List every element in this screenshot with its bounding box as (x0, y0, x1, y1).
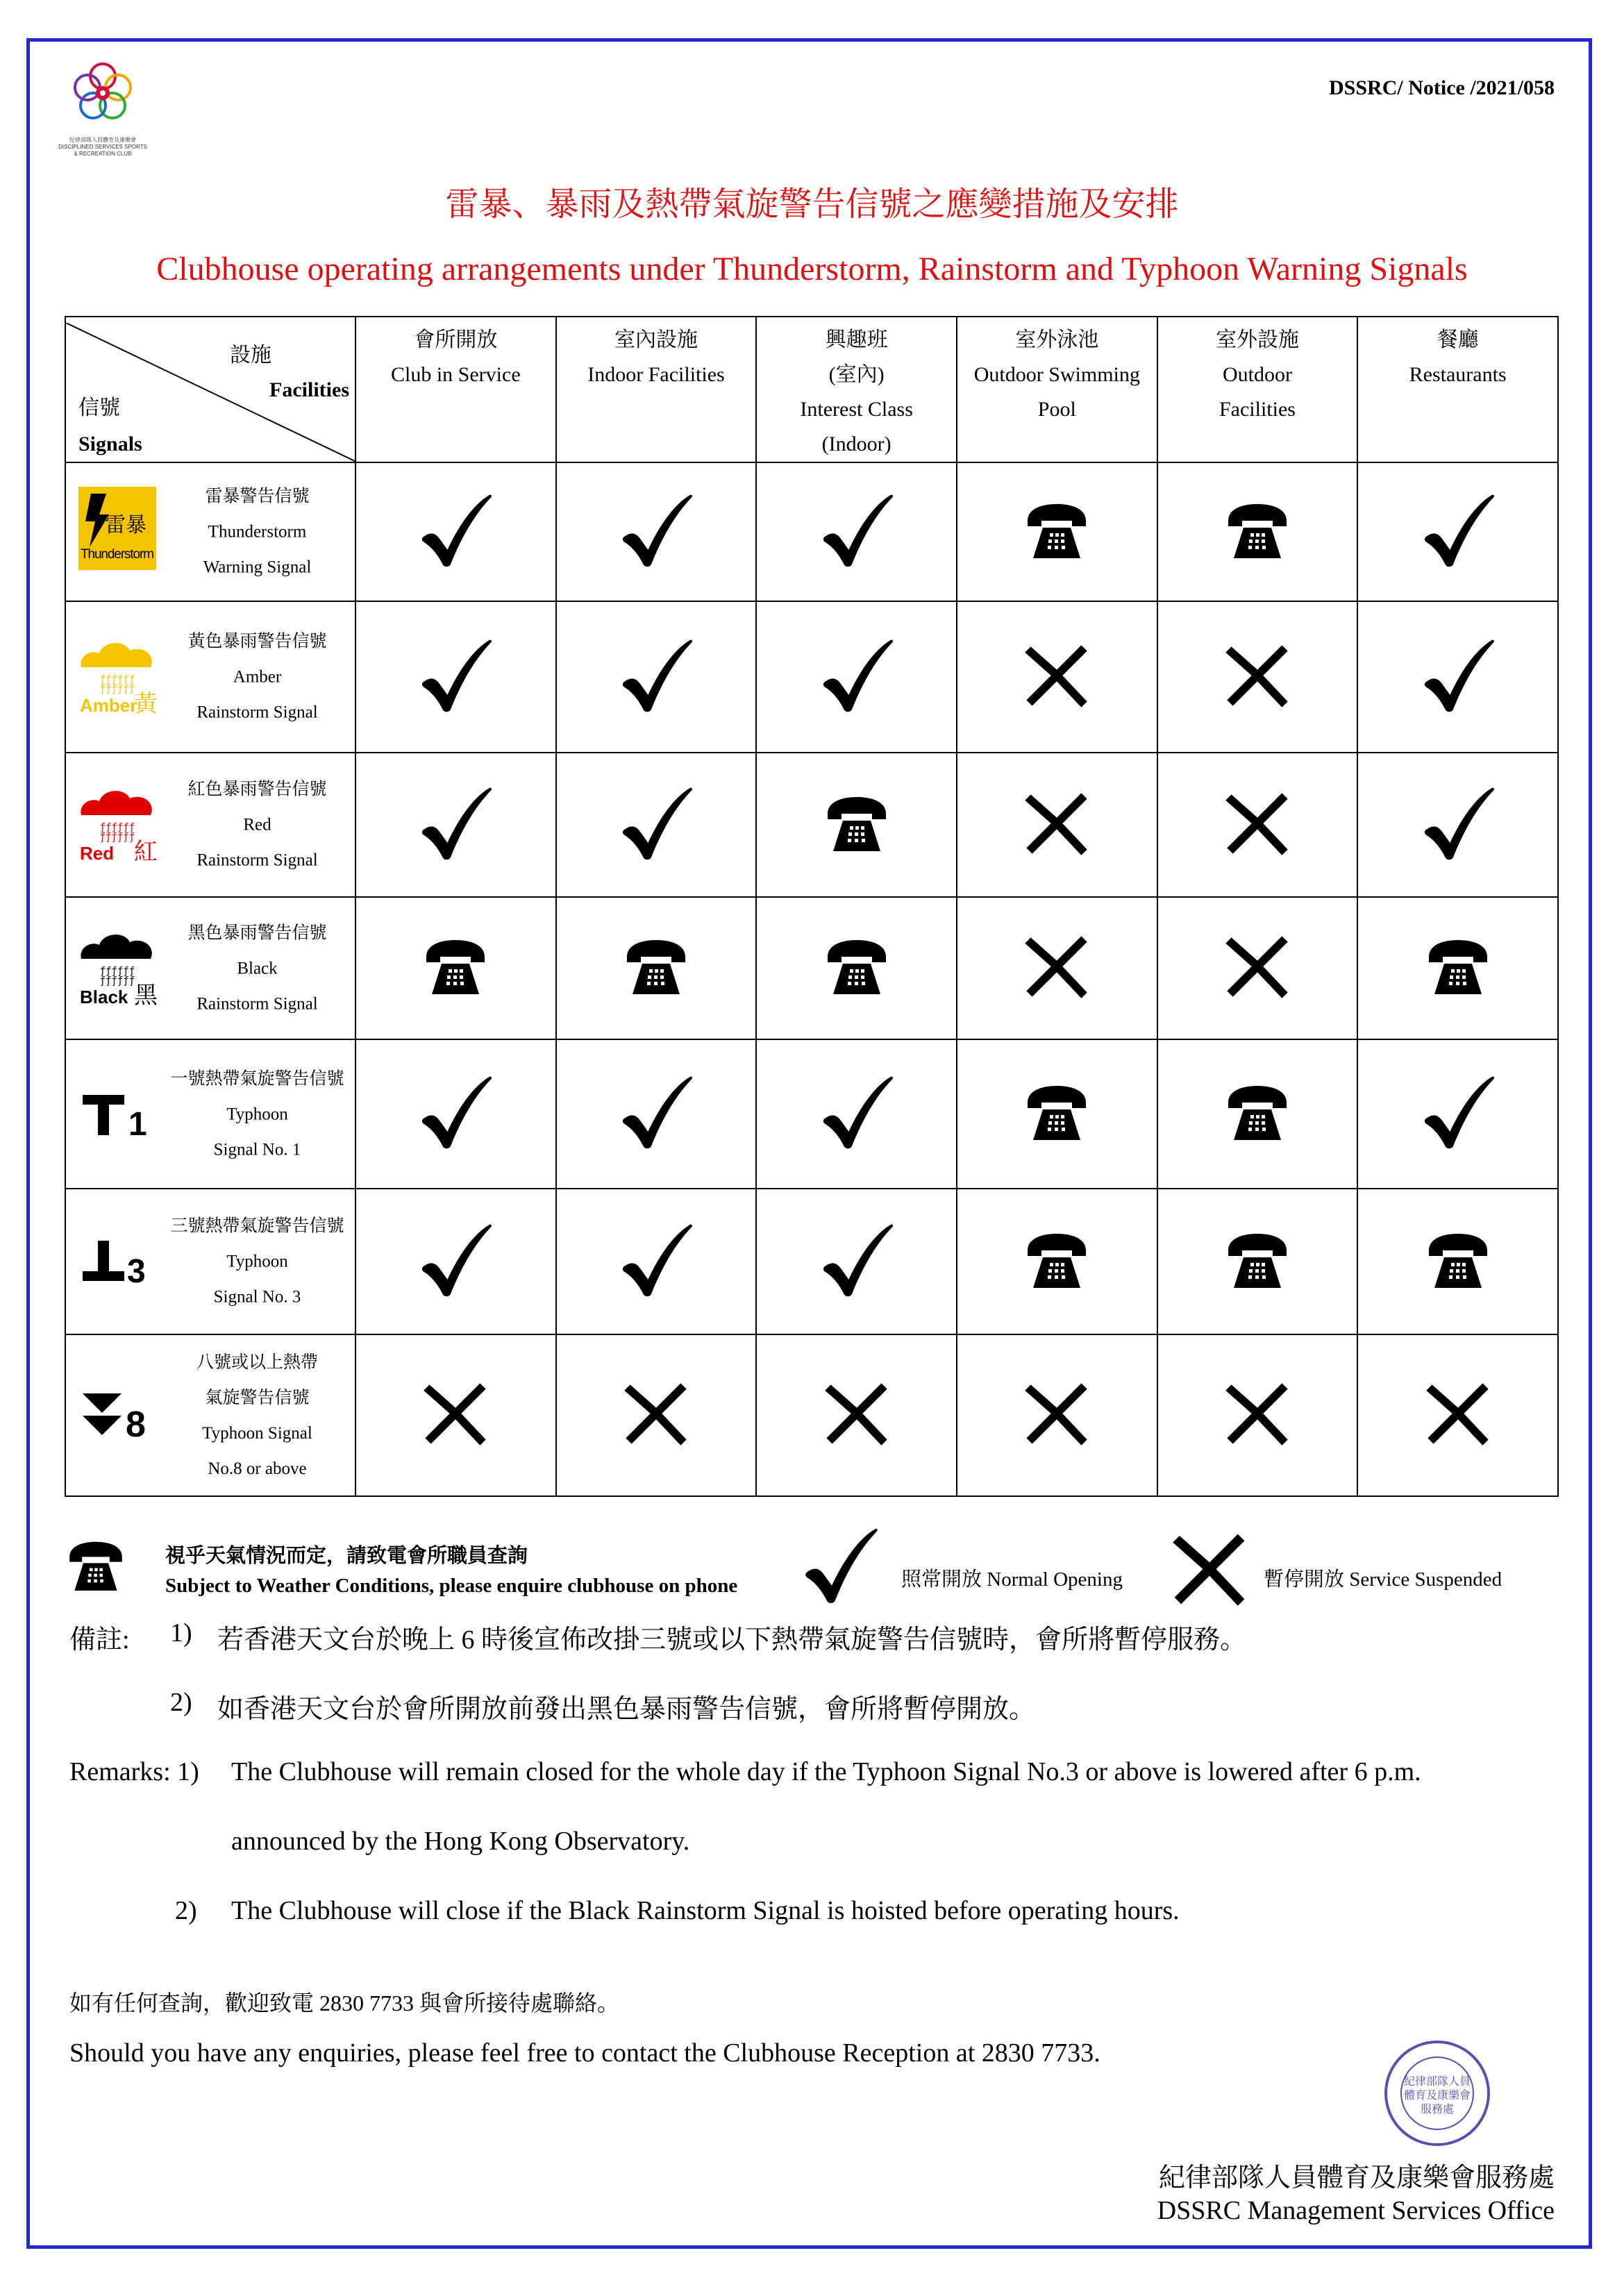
column-header-en: (Indoor) (821, 433, 891, 455)
status-cell (957, 1334, 1157, 1496)
column-header-zh: 會所開放 (414, 328, 498, 351)
status-cell (1157, 1189, 1358, 1334)
svg-text:黃: 黃 (134, 690, 158, 718)
column-header (1157, 317, 1358, 462)
status-cell (756, 897, 957, 1039)
column-header-en: Outdoor Swimming (973, 363, 1140, 386)
check-icon (616, 1072, 696, 1153)
check-icon (616, 635, 696, 716)
svg-text:ƒƒƒƒƒƒ: ƒƒƒƒƒƒ (99, 965, 135, 977)
svg-text:ƒƒƒƒƒƒ: ƒƒƒƒƒƒ (99, 674, 135, 685)
remark-zh-2: 如香港天文台於會所開放前發出黑色暴雨警告信號，會所將暫停開放。 (217, 1695, 1036, 1724)
signal-name-line: 黃色暴雨警告信號 (187, 632, 327, 651)
check-icon (415, 490, 496, 571)
logo-caption-1: 紀律部隊人員體育及康樂會 (69, 137, 136, 143)
thunderstorm-icon (76, 483, 159, 580)
status-cell (756, 753, 957, 897)
check-icon (817, 1072, 897, 1153)
column-header-en: Indoor Facilities (587, 363, 725, 386)
svg-text:黑: 黑 (134, 981, 158, 1009)
corner-cell (65, 317, 355, 462)
status-cell (556, 897, 757, 1039)
status-cell (756, 462, 957, 601)
remarks-zh-label: 備註: (69, 1625, 130, 1654)
contact-en: Should you have any enquiries, please feel free to contact the Clubhouse Reception at 2830 7733. (69, 2038, 1100, 2068)
column-header-en: Restaurants (1409, 363, 1507, 386)
svg-text:ƒƒƒƒƒƒ: ƒƒƒƒƒƒ (99, 822, 135, 833)
office-name-en: DSSRC Management Services Office (1157, 2196, 1555, 2225)
cross-icon (1221, 639, 1294, 712)
svg-text:Amber: Amber (80, 695, 137, 716)
table-row (65, 1334, 1558, 1496)
check-icon (1418, 490, 1498, 571)
status-cell (355, 1039, 556, 1189)
column-header-en: (室內) (828, 363, 885, 386)
signal-name (160, 915, 355, 1021)
phone-icon (1423, 1225, 1493, 1295)
status-cell (756, 1334, 957, 1496)
logo-caption-2: DISCIPLINED SERVICES SPORTS (58, 144, 147, 150)
phone-icon (822, 932, 891, 1001)
status-cell (556, 753, 757, 897)
svg-text:ƒƒƒƒƒƒ: ƒƒƒƒƒƒ (99, 975, 135, 987)
cross-icon (1221, 930, 1294, 1003)
signal-cell (65, 897, 355, 1039)
typhoon-signal-8-icon (76, 1367, 159, 1464)
signal-name-line: 一號熱帶氣旋警告信號 (170, 1069, 344, 1088)
status-cell (1157, 1039, 1358, 1189)
signal-cell (65, 462, 355, 601)
status-cell (355, 1189, 556, 1334)
status-cell (355, 601, 556, 753)
remark-en-2: The Clubhouse will close if the Black Rainstorm Signal is hoisted before operating hours. (231, 1896, 1180, 1925)
status-cell (355, 897, 556, 1039)
status-cell (756, 1039, 957, 1189)
typhoon-signal-1-icon (76, 1066, 159, 1163)
typhoon-signal-3-icon (76, 1213, 159, 1310)
status-cell (1357, 1039, 1558, 1189)
column-header (957, 317, 1157, 462)
column-header (355, 317, 556, 462)
cross-icon (1021, 1377, 1093, 1450)
status-cell (1157, 1334, 1358, 1496)
svg-text:8: 8 (126, 1404, 146, 1445)
contact-zh: 如有任何查詢，歡迎致電 2830 7733 與會所接待處聯絡。 (69, 1991, 620, 2016)
signal-name-line: Rainstorm Signal (196, 850, 318, 870)
signal-name-line: 三號熱帶氣旋警告信號 (170, 1216, 344, 1236)
status-cell (957, 1039, 1157, 1189)
column-header (556, 317, 757, 462)
signal-name-line: Signal No. 1 (213, 1140, 301, 1159)
check-icon (415, 783, 496, 864)
signal-name (160, 1345, 355, 1486)
signal-name-line: 八號或以上熱帶 (196, 1352, 318, 1372)
notice-ref-number: DSSRC/ Notice /2021/058 (1329, 76, 1555, 99)
svg-text:服務處: 服務處 (1420, 2102, 1455, 2115)
column-header (756, 317, 957, 462)
table-header-row (65, 317, 1558, 462)
status-cell (957, 601, 1157, 753)
table-row (65, 601, 1558, 753)
logo-caption-3: & RECREATION CLUB (74, 151, 132, 157)
signal-name-line: Rainstorm Signal (196, 703, 318, 722)
arrangement-table (65, 316, 1559, 1497)
legend-check-label: 照常開放 Normal Opening (901, 1568, 1123, 1591)
status-cell (1357, 601, 1558, 753)
column-header-en: Facilities (1219, 398, 1296, 421)
table-row (65, 897, 1558, 1039)
signal-name-line: Signal No. 3 (213, 1287, 301, 1307)
signal-name-line: Red (243, 815, 271, 835)
column-header (1357, 317, 1558, 462)
signal-cell (65, 1334, 355, 1496)
status-cell (556, 1039, 757, 1189)
status-cell (556, 1189, 757, 1334)
legend-phone-zh: 視乎天氣情況而定，請致電會所職員查詢 (165, 1545, 528, 1567)
check-icon (415, 1220, 496, 1300)
cross-icon (1021, 787, 1093, 860)
phone-icon (1223, 496, 1292, 565)
check-icon (415, 635, 496, 716)
table-row (65, 1189, 1558, 1334)
cross-icon (620, 1377, 692, 1450)
status-cell (1157, 897, 1358, 1039)
check-icon (817, 1220, 897, 1300)
signals-label-en: Signals (78, 433, 142, 455)
svg-text:3: 3 (127, 1253, 146, 1290)
status-cell (1357, 462, 1558, 601)
signal-name-line: Amber (233, 667, 282, 687)
column-header-zh: 興趣班 (825, 328, 888, 351)
svg-text:Black: Black (80, 986, 128, 1007)
status-cell (1357, 1334, 1558, 1496)
legend-phone-en: Subject to Weather Conditions, please enquire clubhouse on phone (165, 1575, 738, 1597)
dssrc-logo (54, 57, 151, 158)
signal-name-line: Rainstorm Signal (196, 994, 318, 1013)
check-icon (415, 1072, 496, 1153)
phone-icon (1022, 1225, 1091, 1295)
facilities-label-zh: 設施 (230, 344, 271, 367)
check-icon (817, 490, 897, 571)
status-cell (355, 753, 556, 897)
status-cell (556, 462, 757, 601)
amber-rainstorm-icon (76, 628, 159, 726)
column-header-en: Interest Class (800, 398, 913, 421)
status-cell (1357, 897, 1558, 1039)
title-chinese: 雷暴、暴雨及熱帶氣旋警告信號之應變措施及安排 (445, 186, 1179, 223)
signal-name-line: 氣旋警告信號 (205, 1388, 310, 1407)
legend-phone-icon (65, 1534, 127, 1597)
svg-text:紅: 紅 (134, 838, 158, 866)
cross-icon (1021, 930, 1093, 1003)
signal-name (160, 624, 355, 730)
cross-icon (1221, 1377, 1294, 1450)
status-cell (355, 462, 556, 601)
table-row (65, 753, 1558, 897)
legend-check-icon (798, 1524, 882, 1607)
signal-name-line: Warning Signal (203, 558, 312, 577)
signal-cell (65, 1189, 355, 1334)
status-cell (1357, 753, 1558, 897)
signal-name-line: Typhoon (226, 1105, 288, 1123)
signal-name-line: 黑色暴雨警告信號 (187, 923, 327, 942)
phone-icon (1423, 932, 1493, 1001)
check-icon (817, 635, 897, 716)
signal-name (160, 772, 355, 878)
column-header-en: Club in Service (391, 363, 521, 386)
column-header-zh: 室內設施 (614, 328, 698, 351)
signal-name-line: 雷暴警告信號 (205, 487, 310, 506)
cross-icon (1021, 639, 1093, 712)
signal-name-line: Typhoon (226, 1252, 288, 1271)
svg-text:體育及康樂會: 體育及康樂會 (1403, 2088, 1471, 2102)
check-icon (616, 490, 696, 571)
status-cell (1357, 1189, 1558, 1334)
check-icon (616, 1220, 696, 1300)
status-cell (556, 601, 757, 753)
signal-name (160, 479, 355, 585)
status-cell (756, 1189, 957, 1334)
remark-zh-1-number: 1) (170, 1618, 192, 1648)
phone-icon (421, 932, 490, 1001)
cross-icon (1221, 787, 1294, 860)
table-row (65, 462, 1558, 601)
phone-icon (1223, 1078, 1292, 1147)
remarks-en-label: Remarks: 1) (69, 1757, 199, 1786)
phone-icon (1022, 496, 1091, 565)
cross-icon (1422, 1377, 1494, 1450)
signal-cell (65, 753, 355, 897)
remark-zh-1: 若香港天文台於晚上 6 時後宣佈改掛三號或以下熱帶氣旋警告信號時，會所將暫停服務。 (217, 1625, 1247, 1654)
signal-cell (65, 1039, 355, 1189)
remark-en-2-number: 2) (175, 1896, 197, 1925)
phone-icon (621, 932, 691, 1001)
signal-name-line: No.8 or above (208, 1459, 307, 1478)
remark-zh-2-number: 2) (170, 1688, 192, 1717)
status-cell (1157, 601, 1358, 753)
black-rainstorm-icon (76, 920, 159, 1017)
signal-name-line: Typhoon Signal (202, 1423, 312, 1443)
status-cell (957, 1189, 1157, 1334)
column-header-zh: 餐廳 (1437, 328, 1479, 351)
column-header-zh: 室外設施 (1215, 328, 1299, 351)
column-header-en: Outdoor (1222, 363, 1292, 386)
status-cell (957, 897, 1157, 1039)
legend-cross-label: 暫停開放 Service Suspended (1264, 1568, 1502, 1591)
signal-name-line: Black (237, 959, 278, 978)
check-icon (1418, 1072, 1498, 1153)
flower-logo-icon (54, 57, 151, 133)
svg-text:ƒƒƒƒƒƒ: ƒƒƒƒƒƒ (99, 684, 135, 695)
signals-label-zh: 信號 (78, 396, 120, 419)
remark-en-1a: The Clubhouse will remain closed for the whole day if the Typhoon Signal No.3 or above is lowered after 6 p.m. (231, 1757, 1421, 1786)
cross-icon (821, 1377, 893, 1450)
facilities-label-en: Facilities (269, 378, 349, 401)
check-icon (616, 783, 696, 864)
phone-icon (1223, 1225, 1292, 1295)
signal-name (160, 1209, 355, 1315)
office-name-zh: 紀律部隊人員體育及康樂會服務處 (1158, 2163, 1555, 2193)
status-cell (957, 753, 1157, 897)
status-cell (1157, 753, 1358, 897)
column-header-en: Pool (1037, 398, 1076, 421)
signal-name-line: 紅色暴雨警告信號 (187, 780, 327, 799)
check-icon (1418, 783, 1498, 864)
svg-text:Red: Red (80, 843, 115, 864)
svg-text:1: 1 (128, 1105, 147, 1143)
thunderstorm-badge-text: 雷暴 (105, 513, 147, 537)
signal-cell (65, 601, 355, 753)
signal-name-line: Thunderstorm (208, 522, 307, 542)
title-english: Clubhouse operating arrangements under Thunderstorm, Rainstorm and Typhoon Warning Signals (156, 251, 1468, 287)
phone-icon (822, 789, 891, 858)
office-stamp (1382, 2038, 1493, 2149)
svg-text:ƒƒƒƒƒƒ: ƒƒƒƒƒƒ (99, 832, 135, 843)
table-row (65, 1039, 1558, 1189)
svg-text:紀律部隊人員: 紀律部隊人員 (1403, 2075, 1471, 2088)
column-header-zh: 室外泳池 (1015, 328, 1099, 351)
status-cell (355, 1334, 556, 1496)
status-cell (756, 601, 957, 753)
status-cell (556, 1334, 757, 1496)
phone-icon (1022, 1078, 1091, 1147)
legend-cross-icon (1168, 1527, 1251, 1611)
status-cell (957, 462, 1157, 601)
thunderstorm-badge-en: Thunderstorm (81, 547, 154, 562)
status-cell (1157, 462, 1358, 601)
signal-name (160, 1061, 355, 1167)
red-rainstorm-icon (76, 776, 159, 873)
remark-en-1b: announced by the Hong Kong Observatory. (231, 1827, 690, 1856)
check-icon (1418, 635, 1498, 716)
cross-icon (419, 1377, 492, 1450)
